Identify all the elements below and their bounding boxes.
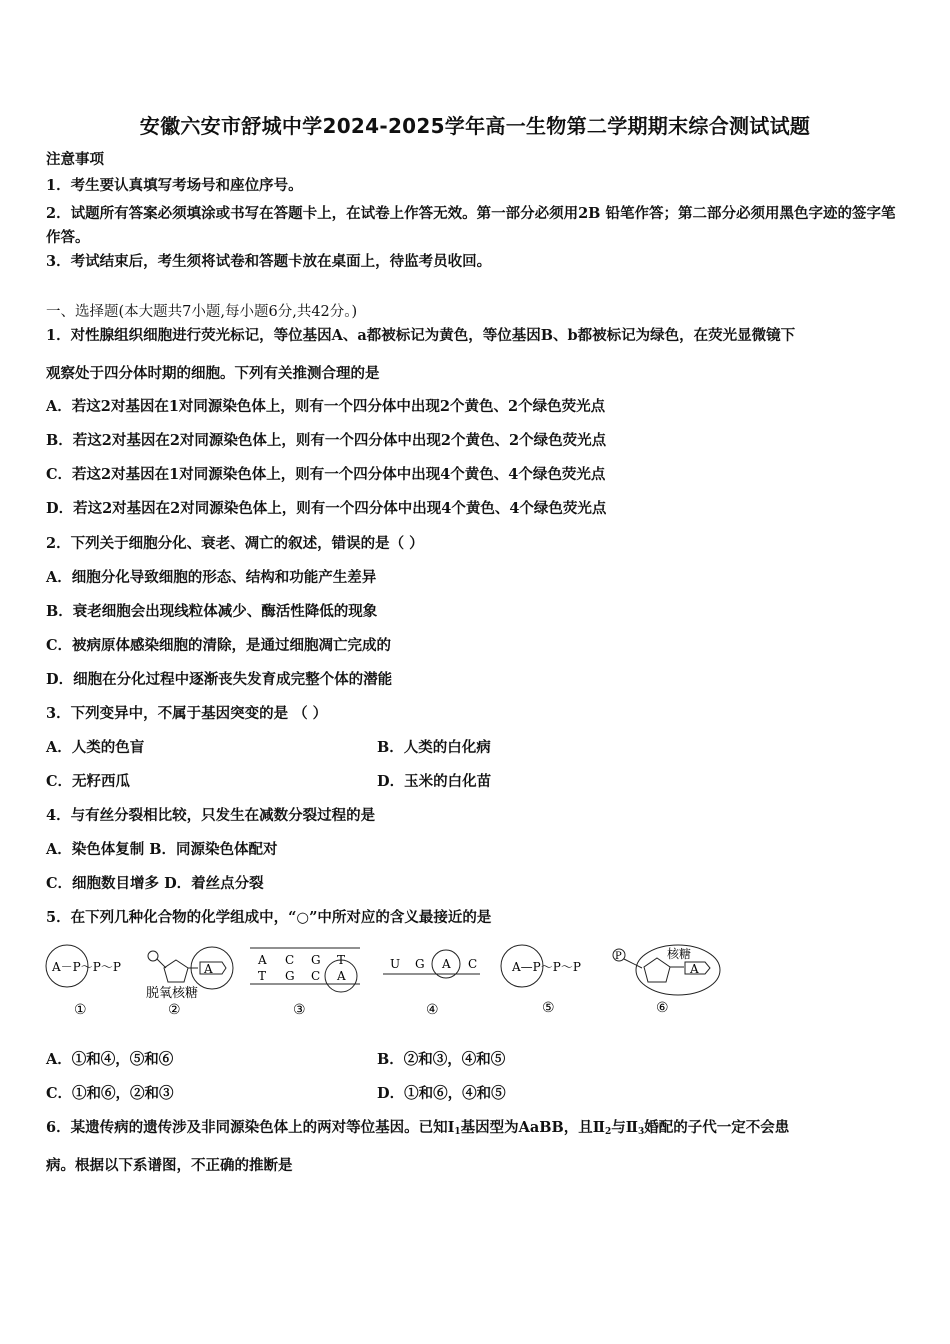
q6-sub1: 1 bbox=[454, 1127, 461, 1137]
fig4-base-0: U bbox=[390, 957, 401, 971]
q6-stem-part1: 6．某遗传病的遗传涉及非同源染色体上的两对等位基因。已知I bbox=[46, 1119, 455, 1136]
q5-option-a: A．①和④，⑤和⑥ bbox=[46, 1051, 174, 1068]
fig3-dna-strands bbox=[250, 948, 360, 1018]
q2-stem: 2．下列关于细胞分化、衰老、凋亡的叙述，错误的是（ ） bbox=[46, 535, 424, 552]
fig6-numeral: ⑥ bbox=[656, 1000, 669, 1016]
fig2-bond1 bbox=[157, 959, 166, 968]
q6-sub2: 2 bbox=[605, 1127, 612, 1137]
q1-option-d: D．若这2对基因在2对同源染色体上，则有一个四分体中出现4个黄色、4个绿色荧光点 bbox=[46, 500, 607, 517]
fig2-deoxynucleotide bbox=[146, 947, 233, 1018]
fig4-base-3: C bbox=[468, 957, 478, 971]
fig5-text: A—P～P～P bbox=[512, 960, 581, 974]
notice-item-2: 2．试题所有答案必须填涂或书写在答题卡上，在试卷上作答无效。第一部分必须用2B 铅笔作答；第二部分必须用黑色字迹的签字笔作答。 bbox=[46, 205, 896, 246]
q4-options-row2: C．细胞数目增多 D．着丝点分裂 bbox=[46, 875, 264, 892]
q1-option-c: C．若这2对基因在1对同源染色体上，则有一个四分体中出现4个黄色、4个绿色荧光点 bbox=[46, 466, 606, 483]
q1-option-b: B．若这2对基因在2对同源染色体上，则有一个四分体中出现2个黄色、2个绿色荧光点 bbox=[46, 432, 607, 449]
q2-option-a: A．细胞分化导致细胞的形态、结构和功能产生差异 bbox=[46, 569, 377, 586]
section-heading: 一、选择题(本大题共7小题,每小题6分,共42分。) bbox=[46, 304, 358, 320]
fig1-numeral: ① bbox=[74, 1002, 87, 1018]
q5-figure-svg bbox=[40, 936, 740, 1026]
fig3-top-3: T bbox=[337, 953, 346, 967]
q6-stem-part3: 与Ⅱ bbox=[611, 1119, 639, 1136]
q3-stem: 3．下列变异中，不属于基因突变的是 （ ） bbox=[46, 705, 328, 722]
fig6-base: A bbox=[690, 962, 699, 976]
fig6-phosphate: P bbox=[615, 951, 622, 962]
fig4-base-1: G bbox=[415, 957, 425, 971]
q5-stem: 5．在下列几种化合物的化学组成中，“○”中所对应的含义最接近的是 bbox=[46, 909, 492, 926]
q5-option-d: D．①和⑥，④和⑤ bbox=[377, 1085, 506, 1102]
q3-option-d: D．玉米的白化苗 bbox=[377, 773, 492, 790]
fig4-numeral: ④ bbox=[426, 1002, 439, 1018]
q3-option-c: C．无籽西瓜 bbox=[46, 773, 131, 790]
q4-stem: 4．与有丝分裂相比较，只发生在减数分裂过程的是 bbox=[46, 807, 376, 824]
fig2-numeral: ② bbox=[168, 1002, 181, 1018]
q2-option-d: D．细胞在分化过程中逐渐丧失发育成完整个体的潜能 bbox=[46, 671, 393, 688]
fig3-bottom-2: C bbox=[311, 969, 321, 983]
q6-stem-line2: 病。根据以下系谱图，不正确的推断是 bbox=[46, 1157, 293, 1174]
fig6-label: 核糖 bbox=[667, 947, 692, 961]
page-title: 安徽六安市舒城中学2024-2025学年高一生物第二学期期末综合测试试题 bbox=[139, 114, 811, 138]
fig6-ribonucleotide bbox=[613, 945, 720, 1016]
fig3-numeral: ③ bbox=[293, 1002, 306, 1018]
q5-figure bbox=[40, 936, 740, 1026]
q1-stem-line2: 观察处于四分体时期的细胞。下列有关推测合理的是 bbox=[46, 365, 380, 382]
fig2-sugar-pentagon bbox=[164, 960, 188, 982]
fig3-bottom-3: A bbox=[337, 969, 346, 983]
notice-item-1: 1．考生要认真填写考场号和座位序号。 bbox=[46, 177, 303, 194]
fig2-base: A bbox=[204, 962, 213, 976]
q5-option-b: B．②和③，④和⑤ bbox=[377, 1051, 506, 1068]
fig2-phosphate bbox=[148, 951, 158, 961]
q6-stem-line1 bbox=[46, 1118, 789, 1142]
fig4-base-2: A bbox=[442, 957, 451, 971]
fig3-top-0: A bbox=[258, 953, 267, 967]
fig3-bottom-0: T bbox=[258, 969, 267, 983]
q3-option-a: A．人类的色盲 bbox=[46, 739, 145, 756]
q1-option-a: A．若这2对基因在1对同源染色体上，则有一个四分体中出现2个黄色、2个绿色荧光点 bbox=[46, 398, 606, 415]
fig3-top-1: C bbox=[285, 953, 295, 967]
fig5-numeral: ⑤ bbox=[542, 1000, 555, 1016]
notice-heading: 注意事项 bbox=[46, 151, 104, 168]
fig1-text: A－P～P～P bbox=[52, 960, 121, 974]
fig1-atp bbox=[46, 945, 121, 1018]
q3-option-b: B．人类的白化病 bbox=[377, 739, 491, 756]
q2-option-c: C．被病原体感染细胞的清除，是通过细胞凋亡完成的 bbox=[46, 637, 392, 654]
fig3-top-2: G bbox=[311, 953, 321, 967]
fig3-bottom-1: G bbox=[285, 969, 295, 983]
fig2-label: 脱氧核糖 bbox=[146, 986, 199, 1001]
notice-item-3: 3．考试结束后，考生须将试卷和答题卡放在桌面上，待监考员收回。 bbox=[46, 253, 492, 270]
q1-stem-line1: 1．对性腺组织细胞进行荧光标记，等位基因A、a都被标记为黄色，等位基因B、b都被标记为绿色，在荧光显微镜下 bbox=[46, 327, 796, 344]
fig4-rna-strand bbox=[383, 950, 480, 1018]
q6-stem-part4: 婚配的子代一定不会患 bbox=[644, 1119, 790, 1136]
q6-stem-part2: 基因型为AaBB，且Ⅱ bbox=[460, 1119, 606, 1136]
q5-option-c: C．①和⑥，②和③ bbox=[46, 1085, 174, 1102]
q6-sub3: 3 bbox=[638, 1127, 645, 1137]
q2-option-b: B．衰老细胞会出现线粒体减少、酶活性降低的现象 bbox=[46, 603, 378, 620]
q4-options-row1: A．染色体复制 B．同源染色体配对 bbox=[46, 841, 278, 858]
fig5-atp bbox=[501, 945, 581, 1016]
fig6-sugar-pentagon bbox=[644, 958, 670, 982]
